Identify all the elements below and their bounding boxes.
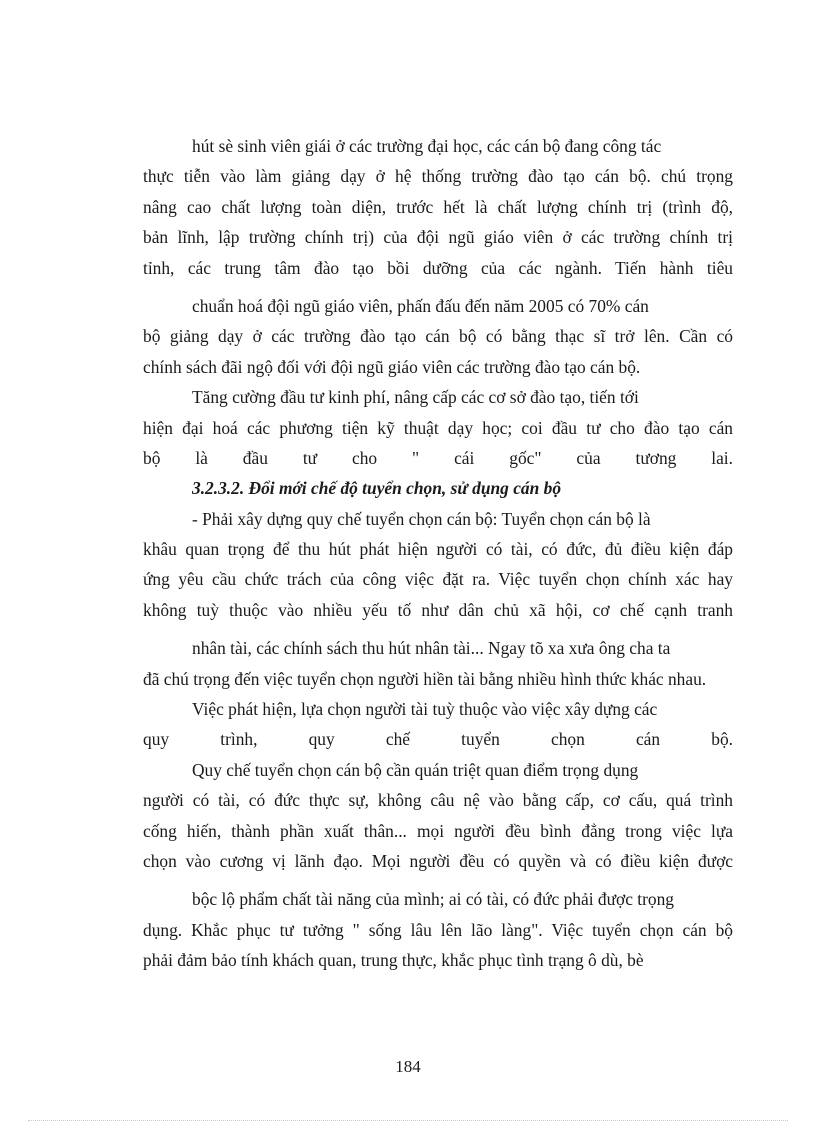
text-line: người có tài, có đức thực sự, không câu nệ vào bằng cấp, cơ cấu, quá trình [143, 790, 733, 811]
text-line: đã chú trọng đến việc tuyển chọn người hiền tài bằng nhiều hình thức khác nhau. [143, 668, 707, 689]
text-line: Tăng cường đầu tư kinh phí, nâng cấp các cơ sở đào tạo, tiến tới [192, 387, 639, 408]
text-line: thực tiễn vào làm giảng dạy ở hệ thống trường đào tạo cán bộ. chú trọng [143, 166, 733, 187]
text-line: cống hiến, thành phần xuất thân... mọi người đều bình đẳng trong việc lựa [143, 820, 733, 841]
text-line: ứng yêu cầu chức trách của công việc đặt ra. Việc tuyển chọn chính xác hay [143, 569, 733, 590]
text-line: tỉnh, các trung tâm đào tạo bồi dưỡng của các ngành. Tiến hành tiêu [143, 257, 733, 278]
text-line: Quy chế tuyển chọn cán bộ cần quán triệt quan điểm trọng dụng [192, 759, 639, 780]
text-line: chọn vào cương vị lãnh đạo. Mọi người đều có quyền và có điều kiện được [143, 850, 733, 871]
text-line: hút sè sinh viên giái ở các trường đại học, các cán bộ đang công tác [192, 136, 662, 156]
text-line: hiện đại hoá các phương tiện kỹ thuật dạy học; coi đầu tư cho đào tạo cán [143, 417, 733, 438]
text-line: quy trình, quy chế tuyển chọn cán bộ. [143, 729, 733, 750]
text-line: Việc phát hiện, lựa chọn người tài tuỳ thuộc vào việc xây dựng các [192, 699, 658, 720]
text-line: bộ là đầu tư cho " cái gốc" của tương lai. [143, 447, 733, 468]
text-line: chuẩn hoá đội ngũ giáo viên, phấn đấu đến năm 2005 có 70% cán [192, 295, 649, 316]
footer-divider [28, 1120, 788, 1121]
text-line: khâu quan trọng để thu hút phát hiện người có tài, có đức, đủ điều kiện đáp [143, 539, 733, 560]
text-line: không tuỳ thuộc vào nhiều yếu tố như dân chủ xã hội, cơ chế cạnh tranh [143, 599, 733, 620]
text-line: nhân tài, các chính sách thu hút nhân tài... Ngay tõ xa xưa ông cha ta [192, 638, 671, 659]
text-line: bản lĩnh, lập trường chính trị) của đội ngũ giáo viên ở các trường chính trị [143, 227, 733, 248]
text-line: bộc lộ phẩm chất tài năng của mình; ai có tài, có đức phải được trọng [192, 889, 674, 910]
text-line: dụng. Khắc phục tư tưởng " sống lâu lên lão làng". Việc tuyển chọn cán bộ [143, 919, 733, 940]
page-number: 184 [395, 1057, 421, 1076]
text-line: chính sách đãi ngộ đối với đội ngũ giáo viên các trường đào tạo cán bộ. [143, 356, 641, 377]
section-heading: 3.2.3.2. Đổi mới chế độ tuyển chọn, sử dụng cán bộ [192, 478, 562, 499]
text-line: - Phải xây dựng quy chế tuyển chọn cán bộ: Tuyển chọn cán bộ là [192, 508, 651, 529]
text-line: nâng cao chất lượng toàn diện, trước hết là chất lượng chính trị (trình độ, [143, 196, 733, 217]
body-text [143, 131, 733, 976]
text-line: phải đảm bảo tính khách quan, trung thực, khắc phục tình trạng ô dù, bè [143, 950, 644, 971]
text-line: bộ giảng dạy ở các trường đào tạo cán bộ có bằng thạc sĩ trở lên. Cần có [143, 326, 733, 347]
